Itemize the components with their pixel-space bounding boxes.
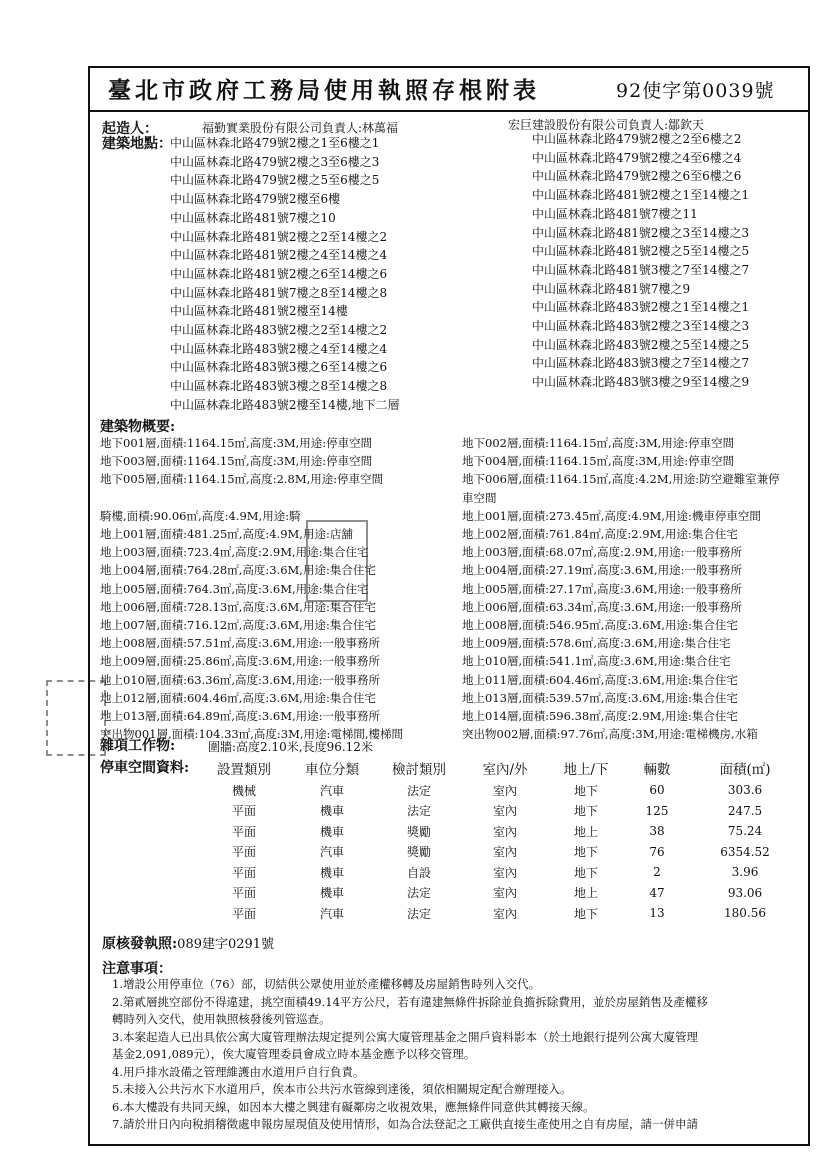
table-cell: 法定 bbox=[406, 804, 431, 819]
original-license-value: 089建字0291號 bbox=[177, 937, 275, 952]
address-line: 中山區林森北路479號2樓之5至6樓之5 bbox=[170, 173, 380, 188]
building-list-right bbox=[462, 434, 780, 743]
address-line: 中山區林森北路481號7樓之10 bbox=[170, 210, 336, 225]
address-line: 中山區林森北路479號2樓至6樓 bbox=[170, 192, 341, 207]
address-line: 中山區林森北路479號2樓之3至6樓之3 bbox=[170, 154, 380, 169]
table-cell: 60 bbox=[649, 783, 665, 798]
table-cell: 獎勵 bbox=[406, 845, 431, 860]
parking-table bbox=[200, 756, 800, 924]
address-line: 中山區林森北路483號3樓之6至14樓之6 bbox=[170, 360, 388, 375]
table-cell: 38 bbox=[649, 824, 665, 839]
floor-entry: 地上005層,面積:27.17㎡,高度:3.6M,用途:一般事務所 bbox=[462, 581, 743, 596]
seal-stamp-margin bbox=[46, 680, 106, 756]
table-cell: 獎勵 bbox=[406, 824, 431, 839]
note-line: 基金2,091,089元），俟大廈管理委員會成立時本基金應予以移交管理。 bbox=[112, 1047, 476, 1061]
table-cell: 機車 bbox=[319, 824, 344, 839]
floor-entry: 地上012層,面積:604.46㎡,高度:3.6M,用途:集合住宅 bbox=[100, 690, 376, 705]
floor-entry: 車空間 bbox=[462, 490, 497, 505]
table-cell: 室內 bbox=[492, 845, 517, 860]
address-line: 中山區林森北路483號2樓之4至14樓之4 bbox=[170, 341, 388, 356]
address-line: 中山區林森北路479號2樓之6至6樓之6 bbox=[532, 169, 742, 184]
table-cell: 機車 bbox=[319, 804, 344, 819]
address-line: 中山區林森北路481號7樓之11 bbox=[532, 206, 698, 221]
misc-label: 雜項工作物: bbox=[100, 738, 176, 754]
table-cell: 247.5 bbox=[727, 803, 763, 818]
table-cell: 93.06 bbox=[727, 885, 763, 900]
floor-entry: 地上004層,面積:27.19㎡,高度:3.6M,用途:一般事務所 bbox=[462, 563, 743, 578]
floor-entry: 地上013層,面積:539.57㎡,高度:3.6M,用途:集合住宅 bbox=[462, 690, 738, 705]
floor-entry: 地上005層,面積:764.3㎡,高度:3.6M,用途:集合住宅 bbox=[100, 581, 369, 596]
table-cell: 室內 bbox=[492, 804, 517, 819]
table-cell: 汽車 bbox=[319, 906, 344, 921]
address-line: 中山區林森北路483號2樓至14樓,地下二層 bbox=[170, 397, 400, 412]
table-cell: 機車 bbox=[319, 886, 344, 901]
address-line: 中山區林森北路481號2樓至14樓 bbox=[170, 304, 348, 319]
floor-entry: 地上008層,面積:57.51㎡,高度:3.6M,用途:一般事務所 bbox=[100, 636, 381, 651]
table-cell: 125 bbox=[645, 803, 669, 818]
address-line: 中山區林森北路481號2樓之6至14樓之6 bbox=[170, 266, 388, 281]
address-line: 中山區林森北路479號2樓之2至6樓之2 bbox=[532, 132, 742, 146]
floor-entry: 地上001層,面積:273.45㎡,高度:4.9M,用途:機車停車空間 bbox=[462, 508, 761, 523]
table-row bbox=[200, 801, 800, 822]
table-cell: 法定 bbox=[406, 906, 431, 921]
original-license-label: 原核發執照: bbox=[102, 936, 178, 952]
floor-entry: 地下003層,面積:1164.15㎡,高度:3M,用途:停車空間 bbox=[100, 454, 373, 469]
floor-entry: 地下002層,面積:1164.15㎡,高度:3M,用途:停車空間 bbox=[462, 436, 735, 450]
table-cell: 平面 bbox=[231, 906, 256, 921]
page-title: 臺北市政府工務局使用執照存根附表 bbox=[108, 77, 540, 104]
floor-entry: 地上010層,面積:63.36㎡,高度:3.6M,用途:一般事務所 bbox=[100, 672, 381, 687]
address-line: 中山區林森北路483號3樓之8至14樓之8 bbox=[170, 379, 388, 394]
site-label: 建築地點： bbox=[102, 136, 172, 152]
floor-entry: 地上008層,面積:546.95㎡,高度:3.6M,用途:集合住宅 bbox=[462, 618, 738, 633]
floor-entry: 騎樓,面積:90.06㎡,高度:4.9M,用途:騎 bbox=[100, 508, 301, 523]
address-line: 中山區林森北路483號3樓之9至14樓之9 bbox=[532, 375, 750, 390]
address-line: 中山區林森北路481號7樓之9 bbox=[532, 281, 691, 296]
table-cell: 汽車 bbox=[319, 845, 344, 860]
building-label: 建築物概要: bbox=[100, 419, 176, 435]
address-line: 中山區林森北路481號2樓之4至14樓之4 bbox=[170, 248, 388, 263]
table-cell: 室內 bbox=[492, 783, 517, 798]
table-cell: 室內 bbox=[492, 886, 517, 901]
table-row bbox=[200, 842, 800, 863]
parking-header-cell: 車位分類 bbox=[305, 762, 359, 778]
table-row bbox=[200, 862, 800, 883]
parking-header-cell: 輛數 bbox=[643, 762, 671, 778]
note-line: 2.第貳層挑空部份不得違建，挑空面積49.14平方公尺，若有違建無條件拆除並負擔拆除費用，並於房屋銷售及產權移 bbox=[112, 994, 708, 1009]
parking-label: 停車空間資料: bbox=[100, 760, 190, 776]
floor-entry: 地上004層,面積:764.28㎡,高度:3.6M,用途:集合住宅 bbox=[100, 563, 376, 578]
note-line: 6.本大樓設有共同天線，如因本大樓之興建有礙鄰房之收視效果，應無條件同意供其轉接天線。 bbox=[112, 1099, 595, 1114]
table-cell: 平面 bbox=[231, 886, 256, 901]
table-cell: 180.56 bbox=[724, 906, 766, 921]
floor-entry: 地上001層,面積:481.25㎡,高度:4.9M,用途:店舖 bbox=[100, 527, 353, 542]
note-line: 轉時列入交代，使用執照核發後列管巡查。 bbox=[112, 1012, 331, 1026]
parking-header-cell: 面積(㎡) bbox=[719, 762, 771, 778]
floor-entry: 地上007層,面積:716.12㎡,高度:3.6M,用途:集合住宅 bbox=[100, 618, 376, 633]
address-line: 中山區林森北路479號2樓之4至6樓之4 bbox=[532, 150, 742, 165]
document-number: 92使字第0039號 bbox=[616, 80, 775, 102]
parking-header-cell: 設置類別 bbox=[217, 762, 271, 778]
floor-entry: 地上003層,面積:723.4㎡,高度:2.9M,用途:集合住宅 bbox=[100, 545, 369, 560]
table-cell: 地下 bbox=[573, 906, 598, 921]
misc-value: 圍牆:高度2.10米,長度96.12米 bbox=[208, 740, 373, 754]
floor-entry: 地上014層,面積:596.38㎡,高度:2.9M,用途:集合住宅 bbox=[462, 709, 738, 724]
table-row bbox=[200, 903, 800, 924]
table-cell: 法定 bbox=[406, 783, 431, 798]
site-list-left bbox=[170, 134, 400, 415]
table-cell: 汽車 bbox=[319, 783, 344, 798]
floor-entry: 地下001層,面積:1164.15㎡,高度:3M,用途:停車空間 bbox=[100, 436, 373, 450]
table-cell: 47 bbox=[649, 885, 665, 900]
parking-header-cell: 檢討類別 bbox=[392, 762, 446, 778]
note-line: 5.未接入公共污水下水道用戶，俟本市公共污水管線到達後，須依相關規定配合辦理接入。 bbox=[112, 1082, 572, 1096]
note-line: 4.用戶排水設備之管理維護由水道用戶自行負責。 bbox=[112, 1064, 365, 1079]
table-cell: 平面 bbox=[231, 824, 256, 839]
note-line: 1.增設公用停車位（76）部，切結供公眾使用並於產權移轉及房屋銷售時列入交代。 bbox=[112, 977, 541, 991]
table-cell: 法定 bbox=[406, 886, 431, 901]
table-cell: 76 bbox=[649, 844, 665, 859]
floor-entry: 地上010層,面積:541.1㎡,高度:3.6M,用途:集合住宅 bbox=[462, 654, 731, 669]
address-line: 中山區林森北路481號2樓之5至14樓之5 bbox=[532, 244, 750, 259]
address-line: 中山區林森北路483號3樓之7至14樓之7 bbox=[532, 356, 750, 371]
site-list-right bbox=[532, 130, 749, 392]
floor-entry: 地上009層,面積:25.86㎡,高度:3.6M,用途:一般事務所 bbox=[100, 654, 381, 669]
table-cell: 地下 bbox=[573, 783, 598, 798]
table-cell: 地上 bbox=[573, 886, 598, 901]
parking-header-cell: 地上/下 bbox=[563, 762, 609, 778]
address-line: 中山區林森北路481號2樓之2至14樓之2 bbox=[170, 229, 388, 244]
seal-stamp bbox=[306, 520, 368, 602]
address-line: 中山區林森北路483號2樓之3至14樓之3 bbox=[532, 319, 750, 334]
notes-label: 注意事項： bbox=[102, 961, 172, 977]
table-cell: 3.96 bbox=[731, 865, 759, 880]
original-license bbox=[102, 935, 274, 954]
address-line: 中山區林森北路481號2樓之1至14樓之1 bbox=[532, 188, 750, 203]
table-cell: 75.24 bbox=[727, 824, 763, 839]
floor-entry: 地上011層,面積:604.46㎡,高度:3.6M,用途:集合住宅 bbox=[462, 672, 738, 687]
builder-right: 宏巨建設股份有限公司負責人:鄒欽天 bbox=[508, 118, 705, 132]
note-line: 3.本案起造人已出具依公寓大廈管理辦法規定提列公寓大廈管理基金之開戶資料影本（於土地銀行提列公寓大廈管理 bbox=[112, 1029, 698, 1044]
table-cell: 2 bbox=[653, 865, 661, 880]
address-line: 中山區林森北路483號2樓之2至14樓之2 bbox=[170, 323, 388, 338]
table-cell: 室內 bbox=[492, 906, 517, 921]
address-line: 中山區林森北路481號3樓之7至14樓之7 bbox=[532, 262, 750, 277]
table-cell: 地上 bbox=[573, 824, 598, 839]
address-line: 中山區林森北路483號2樓之1至14樓之1 bbox=[532, 300, 750, 315]
builder-left: 福勤實業股份有限公司負責人:林萬福 bbox=[202, 121, 399, 135]
parking-header-cell: 室內/外 bbox=[482, 762, 528, 778]
parking-header-row bbox=[200, 756, 800, 780]
table-cell: 地下 bbox=[573, 845, 598, 860]
address-line: 中山區林森北路483號2樓之5至14樓之5 bbox=[532, 337, 750, 352]
address-line: 中山區林森北路481號7樓之8至14樓之8 bbox=[170, 285, 388, 300]
table-row bbox=[200, 780, 800, 801]
floor-entry: 地上003層,面積:68.07㎡,高度:2.9M,用途:一般事務所 bbox=[462, 545, 743, 560]
floor-entry: 突出物001層,面積:104.33㎡,高度:3M,用途:電梯間,樓梯間 bbox=[100, 727, 404, 742]
address-line: 中山區林森北路479號2樓之1至6樓之1 bbox=[170, 136, 380, 150]
table-cell: 機械 bbox=[231, 783, 256, 798]
table-cell: 6354.52 bbox=[720, 844, 770, 859]
floor-entry: 地上006層,面積:63.34㎡,高度:3.6M,用途:一般事務所 bbox=[462, 599, 743, 614]
floor-entry: 地上013層,面積:64.89㎡,高度:3.6M,用途:一般事務所 bbox=[100, 709, 381, 724]
table-cell: 室內 bbox=[492, 824, 517, 839]
table-cell: 自設 bbox=[406, 865, 431, 880]
table-cell: 平面 bbox=[231, 845, 256, 860]
table-cell: 室內 bbox=[492, 865, 517, 880]
table-cell: 平面 bbox=[231, 804, 256, 819]
floor-entry: 地上002層,面積:761.84㎡,高度:2.9M,用途:集合住宅 bbox=[462, 527, 738, 542]
table-cell: 13 bbox=[649, 906, 665, 921]
floor-entry: 地下005層,面積:1164.15㎡,高度:2.8M,用途:停車空間 bbox=[100, 472, 384, 487]
floor-entry bbox=[100, 489, 403, 507]
table-cell: 機車 bbox=[319, 865, 344, 880]
floor-entry: 地上006層,面積:728.13㎡,高度:3.6M,用途:集合住宅 bbox=[100, 599, 376, 614]
table-cell: 平面 bbox=[231, 865, 256, 880]
floor-entry: 地上009層,面積:578.6㎡,高度:3.6M,用途:集合住宅 bbox=[462, 636, 731, 651]
builder-label: 起造人： bbox=[102, 121, 158, 137]
table-row bbox=[200, 883, 800, 904]
table-cell: 303.6 bbox=[727, 783, 763, 798]
notes-list bbox=[112, 976, 708, 1134]
table-cell: 地下 bbox=[573, 804, 598, 819]
note-line: 7.請於卅日內向稅捐稽徵處申報房屋現值及使用情形，如為合法登記之工廠供直接生產使用之自有房屋，請一併申請 bbox=[112, 1117, 698, 1131]
table-cell: 地下 bbox=[573, 865, 598, 880]
floor-entry: 地下004層,面積:1164.15㎡,高度:3M,用途:停車空間 bbox=[462, 454, 735, 469]
table-row bbox=[200, 821, 800, 842]
floor-entry: 突出物002層,面積:97.76㎡,高度:3M,用途:電梯機房,水箱 bbox=[462, 727, 758, 742]
floor-entry: 地下006層,面積:1164.15㎡,高度:4.2M,用途:防空避難室兼停 bbox=[462, 472, 780, 487]
address-line: 中山區林森北路481號2樓之3至14樓之3 bbox=[532, 225, 750, 240]
